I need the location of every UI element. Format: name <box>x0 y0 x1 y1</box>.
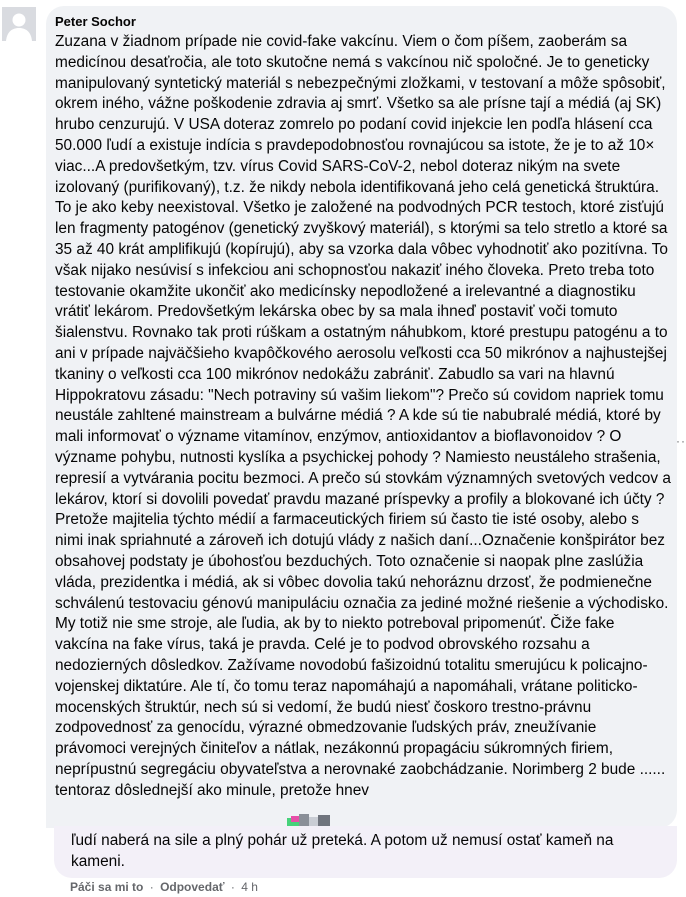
comment-actions <box>70 880 258 894</box>
comment-text-continued: ľudí naberá na sile a plný pohár už preteká. A potom už nemusí ostať kameň na kameni. <box>71 832 614 870</box>
default-profile-icon <box>2 7 36 41</box>
separator: · <box>230 880 235 894</box>
comment-bubble-continuation <box>54 826 677 878</box>
more-options-icon[interactable]: ·· <box>676 434 686 448</box>
timestamp[interactable]: 4 h <box>241 880 258 894</box>
comment-text: Zuzana v žiadnom prípade nie covid-fake vakcínu. Viem o čom píšem, zaoberám sa medicínou desaťročia, ale toto skutočne nemá s vakcínou nič spoločné. Je to geneticky manipulovaný syntetický materiál s nebezpečnými zložkami, v testovaní a môže spôsobiť, okrem iného, vážne poškodenie zdravia aj smrť. Všetko sa ale prísne tají a médiá (aj SK) hrubo cenzurujú. V USA doteraz zomrelo po podaní covid injekcie len podľa hlásení cca 50.000 ľudí a existuje indícia s pravdepodobnosťou rovnajúcou sa istote, že je to až 10× viac...A predovšetkým, tzv. vírus Covid SARS-CoV-2, nebol doteraz nikým na svete izolovaný (purifikovaný), t.z. že nikdy nebola identifikovaná jeho celá genetická štruktúra. To je ako keby neexistoval. Všetko je založené na podvodných PCR testoch, ktoré zisťujú len fragmenty patogénov (genetický zvyškový materiál), s ktorými sa telo stretlo a ktoré sa 35 až 40 krát amplifikujú (kopírujú), aby sa vzorka dala vôbec vyhodnotiť ako pozitívna. To však nijako nesúvisí s infekciou ani schopnosťou nakaziť iného človeka. Preto treba toto testovanie okamžite ukončiť ako medicínsky nepodložené a irelevantné a diagnostiku vrátiť lekárom. Predovšetkým lekárska obec by sa mala ihneď postaviť voči tomuto šialenstvu. Rovnako tak proti rúškam a ostatným náhubkom, ktoré prestupu patogénu a to ani v prípade najväčšieho kvapôčkového aerosolu veľkosti cca 50 mikrónov a najhustejšej tkaniny o veľkosti cca 100 mikrónov nedokážu zabrániť. Zabudlo sa vari na hlavnú Hippokratovu zásadu: "Nech potraviny sú vašim liekom"? Prečo sú covidom napriek tomu neustále zahltené mainstream a bulvárne médiá ? A kde sú tie nabubralé médiá, ktoré by mali informovať o význame vitamínov, enzýmov, antioxidantov a bioflavonoidov ? O význame pohybu, nutnosti kyslíka a psychickej pohody ? Namiesto neustáleho strašenia, represií a vytvárania pocitu bezmoci. A prečo sú stovkám významných svetových vedcov a lekárov, ktorí si dovolili povedať pravdu mazané príspevky a profily a blokované ich účty ? Pretože majitelia týchto médií a farmaceutických firiem sú často tie isté osoby, alebo s nimi inak spriahnuté a zároveň ich dotujú vlády z našich daní...Označenie konšpirátor bez obsahovej podstaty je úbohosťou bezduchých. Toto označenie si naopak plne zaslúžia vláda, prezidentka i médiá, ak si vôbec dovolia takú nehoráznu drzosť, že podmienečne schválenú testovaciu génovú manipuláciu označia za jediné možné riešenie a východisko. My totiž nie sme stroje, ale ľudia, ak by to niekto potreboval pripomenúť. Čiže fake vakcína na fake vírus, taká je pravda. Celé je to podvod obrovského rozsahu a nedozierných dôsledkov. Zažívame novodobú fašizoidnú totalitu smerujúcu k policajno-vojenskej diktatúre. Ale tí, čo tomu teraz napomáhajú a napomáhali, vrátane politicko-mocenských štruktúr, nech sú si vedomí, že budú niesť čoskoro trestno-právnu zodpovednosť za genocídu, výrazné obmedzovanie ľudských práv, zneužívanie právomoci verejných činiteľov a nátlak, nezákonnú propagáciu súkromných firiem, neprípustnú segregáciu obyvateľstva a nerovnaké zaobchádzanie. Norimberg 2 bude ...... tentoraz dôslednejší ako minule, pretože hnev <box>55 33 671 799</box>
like-link[interactable]: Páči sa mi to <box>70 880 144 894</box>
separator: · <box>149 880 154 894</box>
comment-author[interactable]: Peter Sochor <box>55 14 136 29</box>
avatar[interactable] <box>2 7 36 41</box>
comment-bubble <box>46 6 677 828</box>
reply-link[interactable]: Odpovedať <box>160 880 225 894</box>
